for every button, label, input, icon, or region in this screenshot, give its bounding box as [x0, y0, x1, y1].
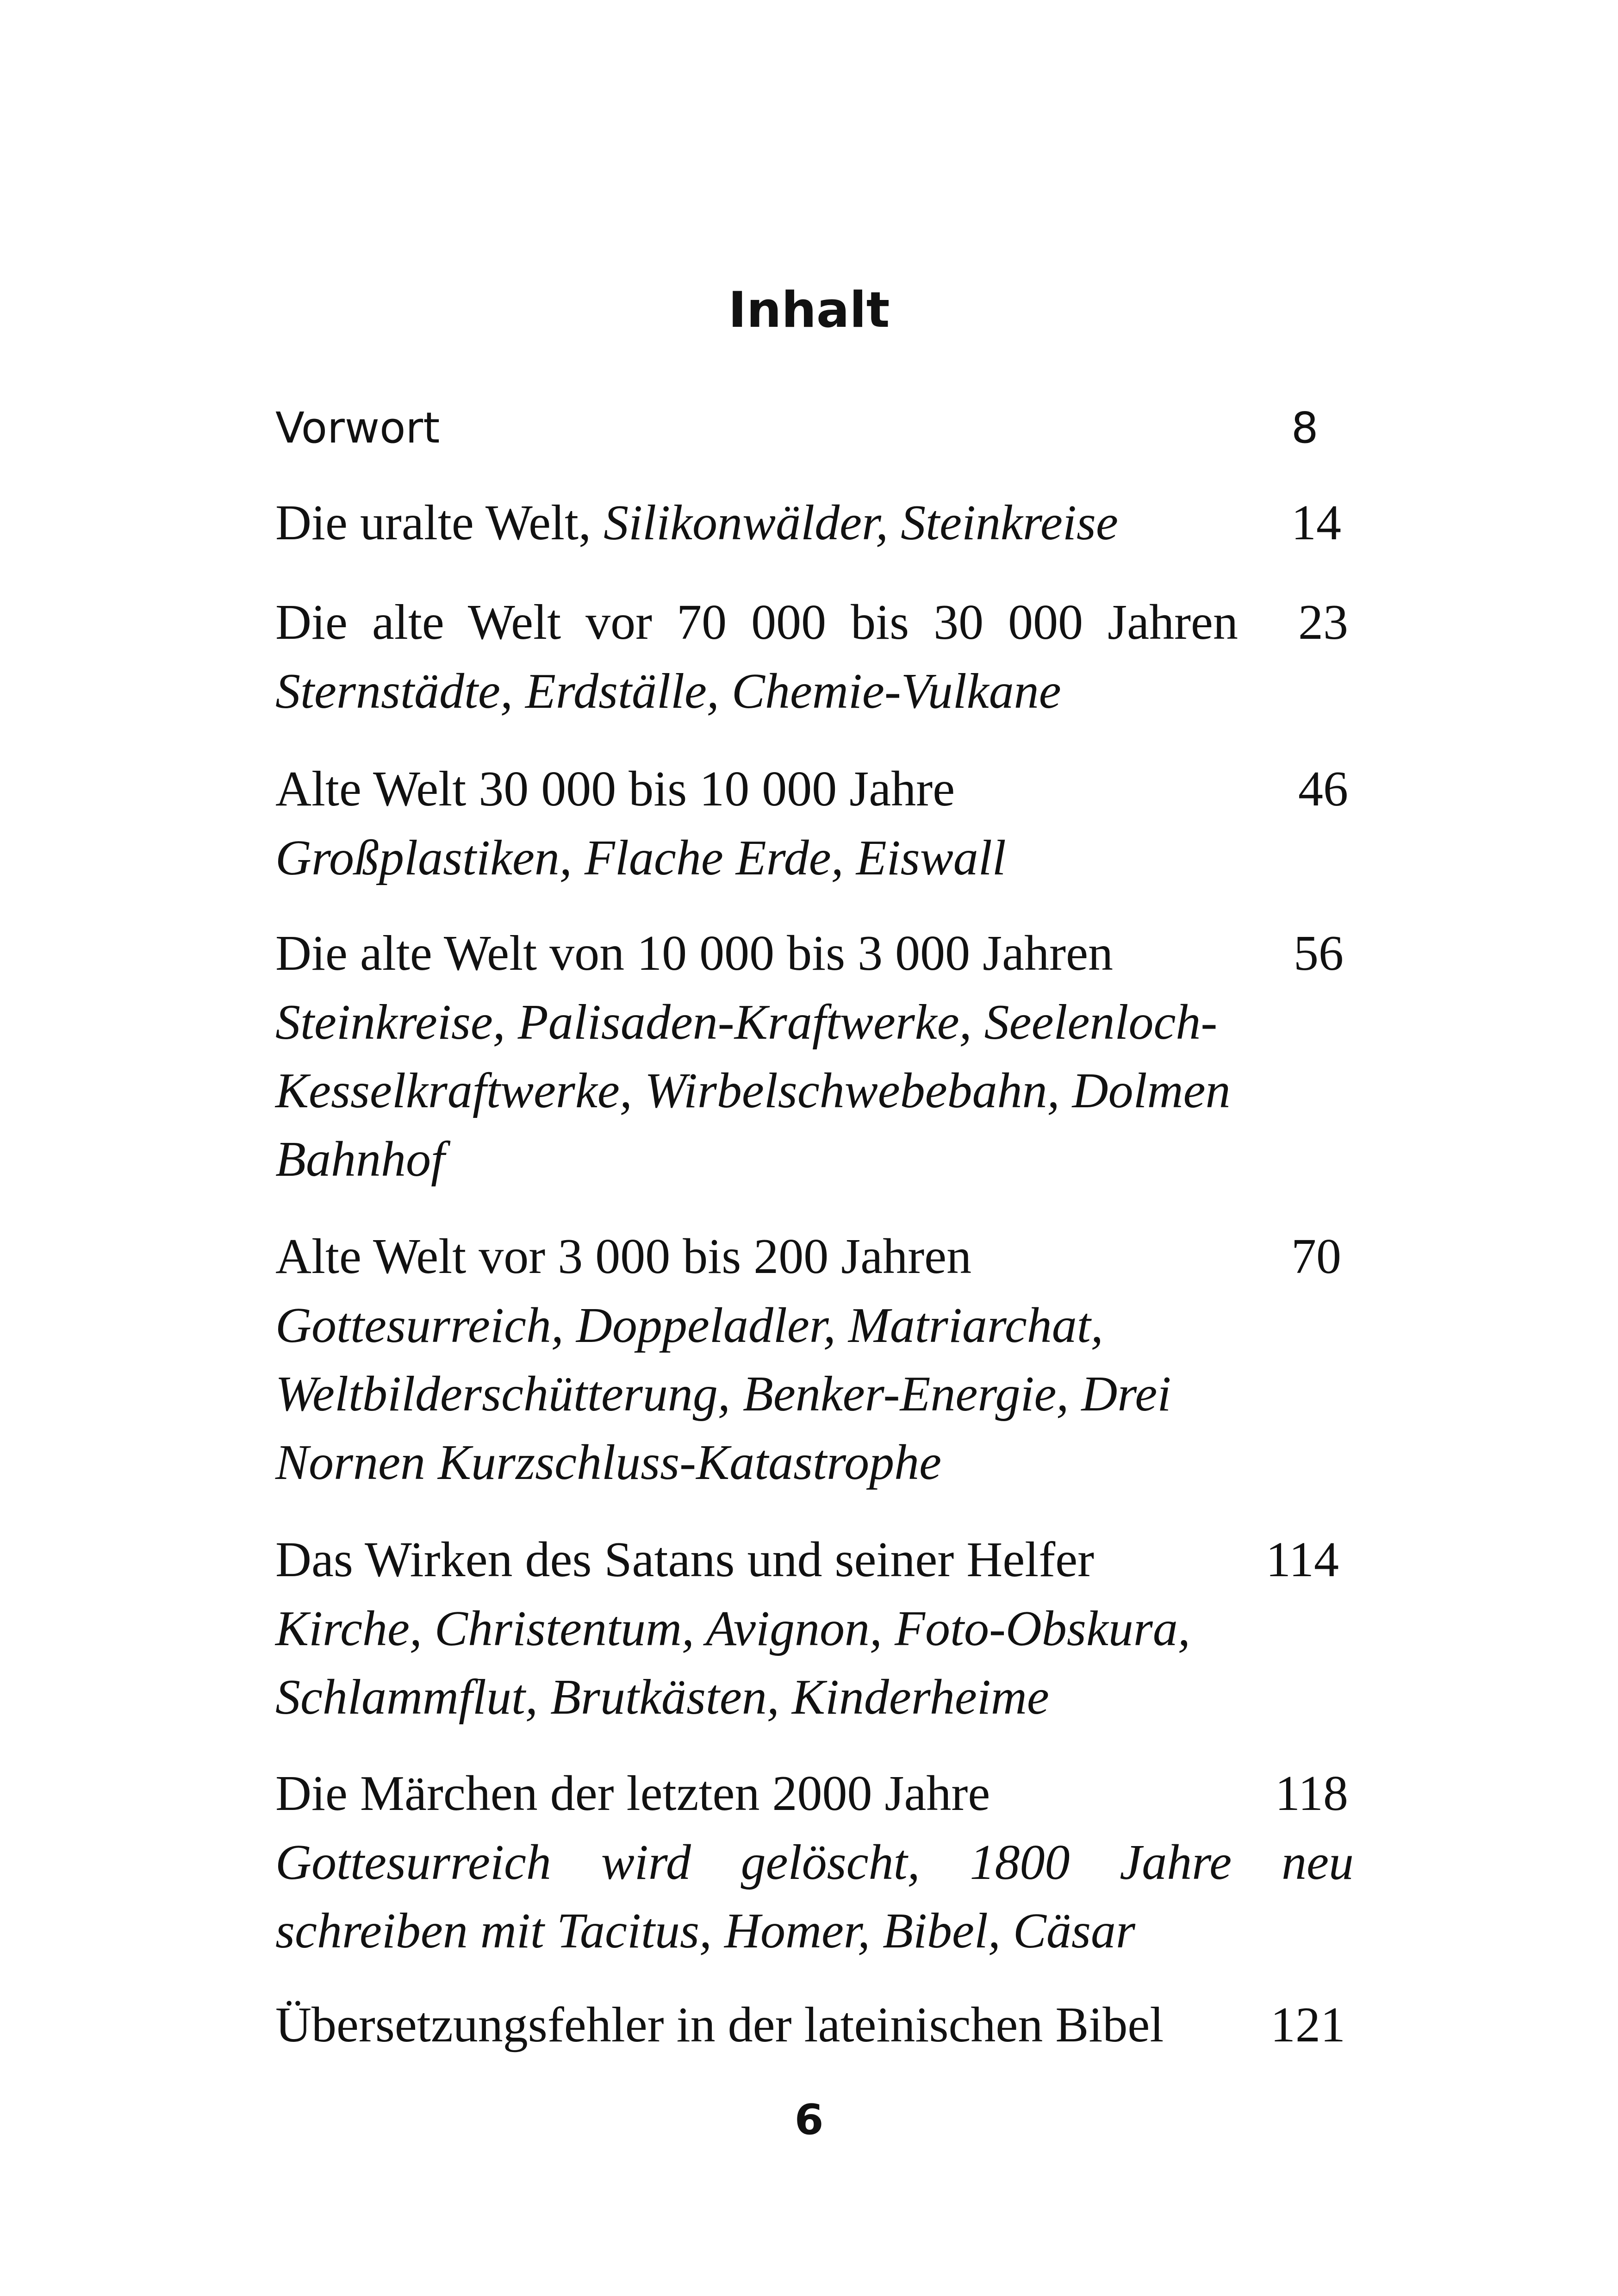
toc-entry-subtitle: Schlammflut, Brutkästen, Kinderheime [275, 1670, 1049, 1725]
toc-entry-page: 121 [1270, 1997, 1345, 2053]
toc-entry-subtitle: Gottesurreich, Doppeladler, Matriarchat, [275, 1298, 1103, 1353]
toc-entry-subtitle: Bahnhof [275, 1132, 445, 1187]
toc-entry-title: Die uralte Welt, Silikonwälder, Steinkreise [275, 495, 1118, 550]
toc-entry-title: Alte Welt vor 3 000 bis 200 Jahren [275, 1229, 972, 1284]
toc-entry-alte-welt-10000 [275, 919, 1354, 1194]
toc-entry-title: Die alte Welt vor 70 000 bis 30 000 Jahren [275, 595, 1238, 650]
toc-entry-page: 14 [1291, 495, 1341, 550]
toc-entry-maerchen [275, 1759, 1354, 1965]
toc-entry-satan [275, 1525, 1354, 1732]
toc-entry-page: 23 [1298, 595, 1348, 650]
toc-entry-subtitle: Weltbilderschütterung, Benker-Energie, Drei [275, 1366, 1171, 1422]
toc-entry-title: Das Wirken des Satans und seiner Helfer [275, 1532, 1095, 1587]
toc-heading: Inhalt [728, 281, 890, 338]
toc-entry-title: Übersetzungsfehler in der lateinischen Bibel [275, 1997, 1164, 2053]
toc-entry-page: 46 [1298, 761, 1348, 817]
toc-entry-vorwort [275, 393, 1354, 463]
toc-entry-alte-welt-70000 [275, 588, 1354, 726]
toc-entry-uralte-welt [275, 488, 1354, 558]
toc-entry-page: 70 [1291, 1229, 1341, 1284]
toc-entry-subtitle: Kirche, Christentum, Avignon, Foto-Obskura, [275, 1601, 1190, 1656]
toc-entry-uebersetzungsfehler [275, 1990, 1354, 2060]
toc-entry-subtitle: schreiben mit Tacitus, Homer, Bibel, Cäsar [275, 1903, 1135, 1959]
toc-entry-title: Die Märchen der letzten 2000 Jahre [275, 1766, 990, 1821]
toc-entry-subtitle: Sternstädte, Erdställe, Chemie-Vulkane [275, 664, 1061, 719]
toc-entry-title: Alte Welt 30 000 bis 10 000 Jahre [275, 761, 955, 817]
toc-entry-subtitle: Gottesurreich wird gelöscht, 1800 Jahre neu [275, 1835, 1354, 1890]
toc-entry-subtitle: Kesselkraftwerke, Wirbelschwebebahn, Dolmen [275, 1063, 1231, 1118]
toc-entry-title-italic: Silikonwälder, Steinkreise [604, 495, 1118, 550]
toc-entry-alte-welt-3000 [275, 1222, 1354, 1497]
toc-entry-subtitle: Nornen Kurzschluss-Katastrophe [275, 1435, 942, 1490]
toc-entry-title: Vorwort [275, 403, 440, 453]
toc-entry-page: 114 [1266, 1532, 1339, 1587]
toc-entry-title: Die alte Welt von 10 000 bis 3 000 Jahren [275, 926, 1114, 981]
toc-entry-page: 118 [1275, 1766, 1348, 1821]
toc-entry-alte-welt-30000 [275, 755, 1354, 892]
toc-entry-page: 8 [1291, 403, 1319, 453]
toc-entry-subtitle: Großplastiken, Flache Erde, Eiswall [275, 830, 1006, 886]
page-number: 6 [794, 2096, 824, 2144]
toc-entry-page: 56 [1294, 926, 1344, 981]
toc-entry-subtitle: Steinkreise, Palisaden-Kraftwerke, Seelenloch- [275, 995, 1218, 1050]
